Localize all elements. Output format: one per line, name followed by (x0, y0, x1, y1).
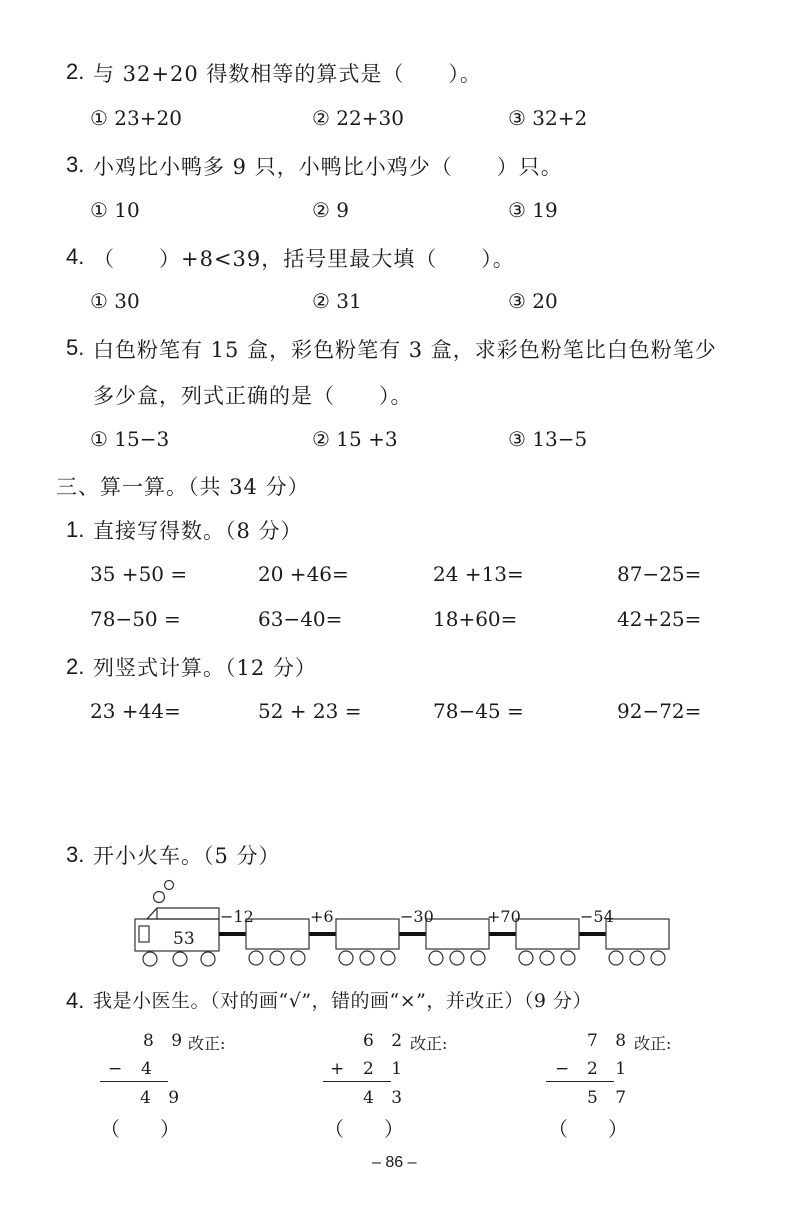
option-3: ③ 13−5 (508, 427, 588, 451)
option-2: ② 9 (312, 198, 350, 222)
train-coupler (399, 932, 426, 936)
option-1: ① 23+20 (90, 106, 182, 130)
page-number: – 86 – (372, 1154, 417, 1171)
calc-item: 24 +13= (433, 562, 524, 586)
vertical-line (323, 1081, 391, 1082)
vertical-bottom: 2 1 (587, 1059, 633, 1079)
question-number: 3. (66, 842, 85, 867)
train-operation: +6 (310, 907, 334, 926)
train-coupler (579, 932, 606, 936)
calc-item: 20 +46= (258, 562, 349, 586)
calc-item: 78−50 = (90, 607, 181, 631)
question-text: 小鸡比小鸭多 9 只，小鸭比小鸡少（ ）只。 (93, 155, 563, 179)
vertical-bottom: 4 (141, 1059, 158, 1079)
train-operation: +70 (487, 907, 521, 926)
vertical-result: 4 3 (363, 1088, 409, 1108)
vertical-top: 6 2 (363, 1031, 409, 1051)
train-coupler (309, 932, 336, 936)
question-number: 1. (66, 517, 85, 542)
option-2: ② 31 (312, 289, 362, 313)
train-car (246, 919, 309, 965)
question-text-continued: 多少盒，列式正确的是（ ）。 (93, 384, 413, 408)
vertical-operator: − (555, 1059, 576, 1079)
vertical-operator: + (330, 1059, 351, 1079)
question-number: 4. (66, 988, 85, 1013)
vertical-operator: − (108, 1059, 129, 1079)
answer-parentheses[interactable]: （ ） (324, 1117, 404, 1141)
calc-item: 42+25= (617, 607, 702, 631)
answer-parentheses[interactable]: （ ） (100, 1117, 180, 1141)
question-title: 列竖式计算。（12 分） (93, 656, 317, 680)
question-text: 与 32+20 得数相等的算式是（ ）。 (93, 62, 482, 86)
option-2: ② 22+30 (312, 106, 404, 130)
train-car (426, 919, 489, 965)
fix-label: 改正: (634, 1034, 672, 1053)
question-text: （ ）+8<39，括号里最大填（ ）。 (93, 247, 515, 271)
question-number: 5. (66, 335, 85, 360)
calc-item: 63−40= (258, 607, 343, 631)
smoke-circle (165, 881, 174, 890)
question-number: 2. (66, 59, 85, 84)
train-operation: −12 (220, 907, 254, 926)
train-diagram (0, 870, 800, 975)
option-3: ③ 20 (508, 289, 558, 313)
train-operation: −54 (580, 907, 614, 926)
train-car (606, 919, 669, 965)
question-number: 3. (66, 152, 85, 177)
calc-item: 18+60= (433, 607, 518, 631)
train-coupler (489, 932, 516, 936)
calc-item: 35 +50 = (90, 562, 188, 586)
train-car (516, 919, 579, 965)
question-title: 开小火车。（5 分） (93, 844, 281, 868)
question-text: 白色粉笔有 15 盒，彩色粉笔有 3 盒，求彩色粉笔比白色粉笔少 (93, 338, 717, 362)
question-title: 直接写得数。（8 分） (93, 519, 303, 543)
vertical-line (100, 1081, 168, 1082)
vertical-calc-item: 23 +44= (90, 699, 181, 723)
question-number: 4. (66, 244, 85, 269)
vertical-result: 4 9 (140, 1088, 186, 1108)
vertical-top: 7 8 (587, 1031, 633, 1051)
fix-label: 改正: (188, 1034, 226, 1053)
answer-parentheses[interactable]: （ ） (548, 1117, 628, 1141)
option-1: ① 30 (90, 289, 140, 313)
fix-label: 改正: (410, 1034, 448, 1053)
vertical-calc-item: 52 + 23 = (258, 699, 362, 723)
option-2: ② 15 +3 (312, 427, 398, 451)
calc-item: 87−25= (617, 562, 702, 586)
vertical-bottom: 2 1 (363, 1059, 409, 1079)
engine-number: 53 (173, 929, 195, 949)
question-title: 我是小医生。（对的画“√”，错的画“×”，并改正）（9 分） (93, 990, 593, 1012)
question-number: 2. (66, 654, 85, 679)
train-coupler (219, 932, 246, 936)
train-operation: −30 (400, 907, 434, 926)
option-1: ① 15−3 (90, 427, 170, 451)
vertical-line (546, 1081, 614, 1082)
vertical-top: 8 9 (143, 1031, 189, 1051)
vertical-result: 5 7 (587, 1088, 633, 1108)
vertical-calc-item: 78−45 = (433, 699, 524, 723)
option-3: ③ 19 (508, 198, 558, 222)
smoke-circle (154, 892, 165, 903)
option-1: ① 10 (90, 198, 140, 222)
vertical-calc-item: 92−72= (617, 699, 702, 723)
option-3: ③ 32+2 (508, 106, 588, 130)
train-car (336, 919, 399, 965)
section-title: 三、算一算。（共 34 分） (56, 475, 310, 499)
